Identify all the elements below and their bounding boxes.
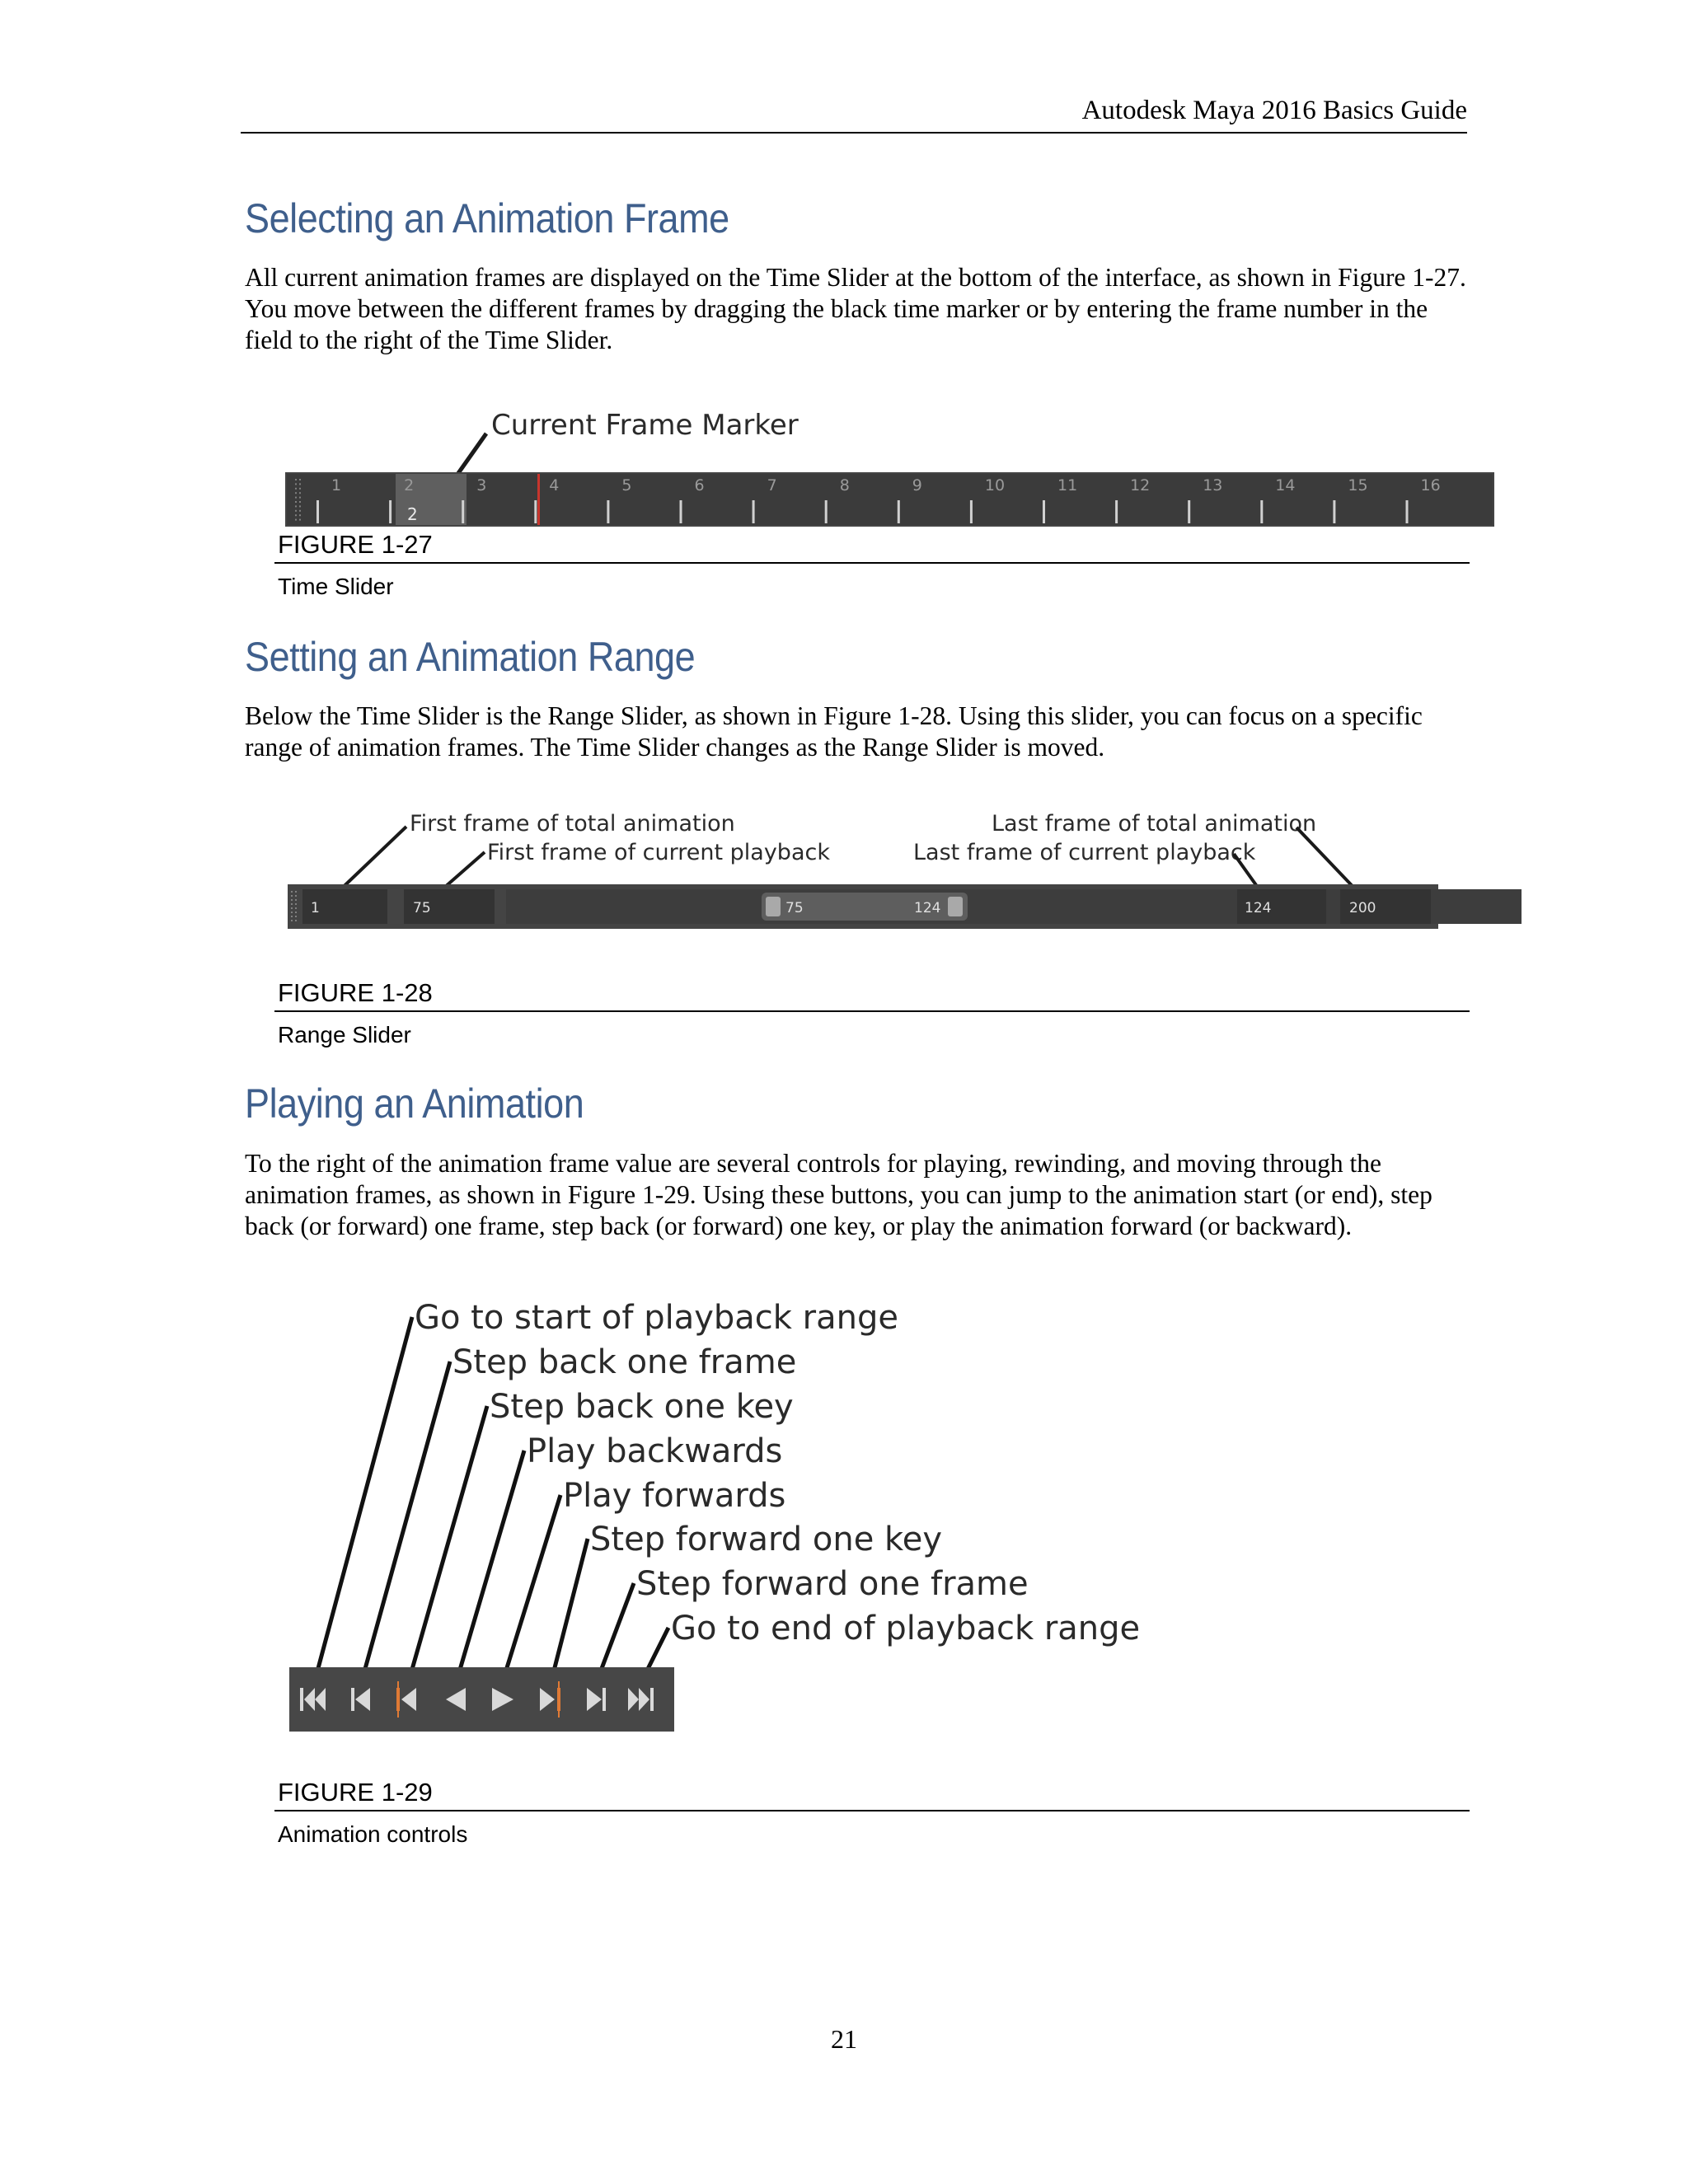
callout-leader-line (502, 1495, 560, 1684)
callout-step-forward-frame: Step forward one frame (636, 1565, 1029, 1603)
callout-go-to-end: Go to end of playback range (671, 1610, 1141, 1647)
callout-first-frame-total: First frame of total animation (410, 811, 735, 837)
time-slider-tick-label: 15 (1348, 476, 1368, 494)
figure-number-1-28: FIGURE 1-28 (278, 978, 433, 1007)
callout-leader-line (408, 1406, 487, 1684)
figure-caption-1-29: Animation controls (278, 1821, 468, 1847)
time-slider-tick-label: 5 (621, 476, 632, 494)
animation-controls-bar (289, 1667, 674, 1732)
time-slider-tick-label: 14 (1275, 476, 1296, 494)
callout-play-forwards: Play forwards (563, 1477, 786, 1515)
time-slider-tick-label: 6 (694, 476, 705, 494)
current-frame-label: 2 (407, 504, 418, 524)
section-heading-animation-range: Setting an Animation Range (245, 634, 696, 680)
time-slider-tick-label: 8 (839, 476, 850, 494)
callout-first-frame-playback: First frame of current playback (487, 840, 830, 865)
running-head: Autodesk Maya 2016 Basics Guide (1081, 96, 1467, 125)
time-slider-tick-label: 16 (1420, 476, 1441, 494)
callout-last-frame-total: Last frame of total animation (992, 811, 1317, 837)
page-number: 21 (831, 2024, 857, 2054)
callout-step-forward-key: Step forward one key (590, 1521, 943, 1558)
end-total-value: 200 (1349, 900, 1376, 916)
time-slider-tick-label: 1 (331, 476, 342, 494)
callout-current-frame-marker: Current Frame Marker (491, 409, 799, 442)
callout-leader-line (551, 1539, 588, 1684)
time-slider-tick-label: 9 (912, 476, 922, 494)
time-slider-tick-label: 10 (984, 476, 1006, 494)
callout-last-frame-playback: Last frame of current playback (913, 840, 1256, 865)
callout-step-back-frame: Step back one frame (452, 1343, 797, 1381)
time-slider-tick-label: 11 (1057, 476, 1078, 494)
figure-caption-1-27: Time Slider (278, 574, 394, 599)
callout-leader-line (314, 1317, 412, 1684)
time-slider-tick-label: 13 (1203, 476, 1223, 494)
figure-number-1-29: FIGURE 1-29 (278, 1778, 433, 1807)
start-total-value: 1 (311, 900, 320, 916)
section-body-selecting-frame: All current animation frames are displayed on the Time Slider at the bottom of the interface, as shown in Figure 1-27. You move between the different frames by dragging the black time marker or by entering the frame number in the field to the right of the Time Slider. (245, 263, 1466, 354)
time-slider-tick-label: 4 (549, 476, 560, 494)
range-handle-start-value: 75 (785, 900, 804, 916)
end-playback-value: 124 (1245, 900, 1272, 916)
figure-caption-1-28: Range Slider (278, 1022, 411, 1047)
section-heading-selecting-frame: Selecting an Animation Frame (245, 195, 729, 241)
time-slider-tick-label: 2 (404, 476, 415, 494)
time-slider-tick-label: 3 (476, 476, 487, 494)
section-body-playing-animation: To the right of the animation frame value are several controls for playing, rewinding, and moving through the animation frames, as shown in Figure 1-29. Using these buttons, you can jump to the animation start (or end), step back (or forward) one frame, step back (or forward) one key, or play the animation forward (or backward). (245, 1149, 1432, 1240)
section-body-animation-range: Below the Time Slider is the Range Slider, as shown in Figure 1-28. Using this slider, you can focus on a specific range of animation frames. The Time Slider changes as the Range Slider is moved. (245, 701, 1423, 762)
figure-number-1-27: FIGURE 1-27 (278, 530, 433, 559)
callout-play-backwards: Play backwards (527, 1432, 783, 1470)
range-handle-end-value: 124 (914, 900, 941, 916)
figure-rule-1-29 (274, 1810, 1470, 1811)
callout-leader-line (361, 1361, 450, 1684)
time-slider-tick-label: 12 (1130, 476, 1151, 494)
start-playback-value: 75 (413, 900, 431, 916)
section-heading-playing-animation: Playing an Animation (245, 1080, 584, 1127)
callout-go-to-start: Go to start of playback range (415, 1299, 898, 1337)
time-slider-tick-label: 7 (767, 476, 777, 494)
callout-step-back-key: Step back one key (490, 1388, 794, 1426)
